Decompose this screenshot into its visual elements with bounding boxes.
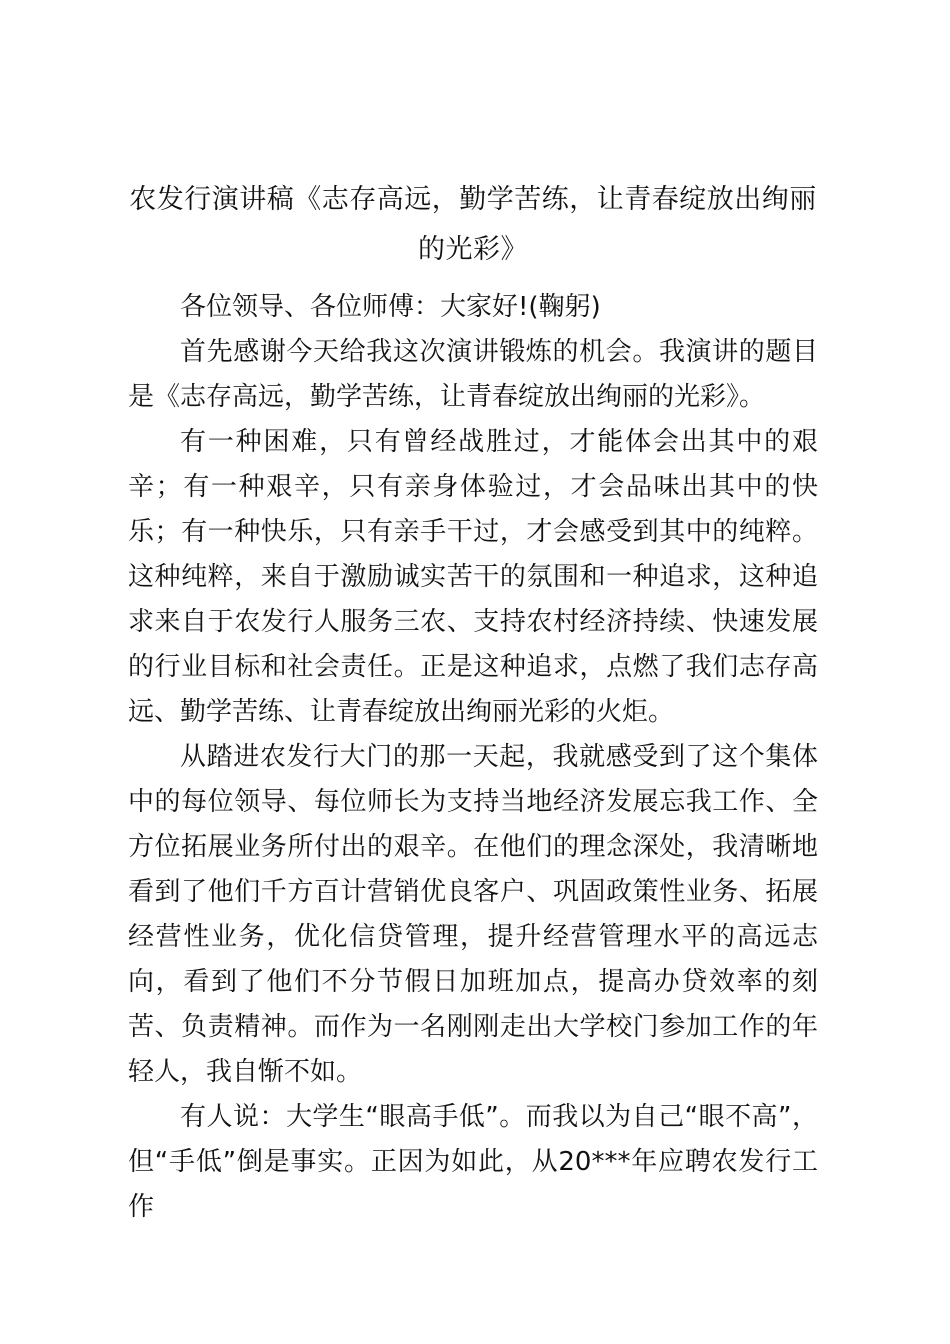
paragraph-hardship: 有一种困难，只有曾经战胜过，才能体会出其中的艰辛；有一种艰辛，只有亲身体验过，才会品味出其中的快乐；有一种快乐，只有亲手干过，才会感受到其中的纯粹。这种纯粹，来自于激励诚实苦干的氛围和一种追求，这种追求来自于农发行人服务三农、支持农村经济持续、快速发展的行业目标和社会责任。正是这种追求，点燃了我们志存高远、勤学苦练、让青春绽放出绚丽光彩的火炬。: [128, 427, 818, 727]
document-page: [128, 175, 818, 1230]
paragraph-self-reflection: 有人说：大学生“眼高手低”。而我以为自己“眼不高”，但“手低”倒是事实。正因为如此，从20***年应聘农发行工作: [128, 1102, 818, 1222]
paragraph-greeting: 各位领导、各位师傅：大家好!(鞠躬): [180, 292, 601, 322]
document-title: 农发行演讲稿《志存高远，勤学苦练，让青春绽放出绚丽的光彩》: [129, 184, 817, 265]
paragraph-experience: 从踏进农发行大门的那一天起，我就感受到了这个集体中的每位领导、每位师长为支持当地经济发展忘我工作、全方位拓展业务所付出的艰辛。在他们的理念深处，我清晰地看到了他们千方百计营销优良客户、巩固政策性业务、拓展经营性业务，优化信贷管理，提升经营管理水平的高远志向，看到了他们不分节假日加班加点，提高办贷效率的刻苦、负责精神。而作为一名刚刚走出大学校门参加工作的年轻人，我自惭不如。: [128, 742, 818, 1087]
paragraph-intro: 首先感谢今天给我这次演讲锻炼的机会。我演讲的题目是《志存高远，勤学苦练，让青春绽放出绚丽的光彩》。: [128, 337, 818, 412]
